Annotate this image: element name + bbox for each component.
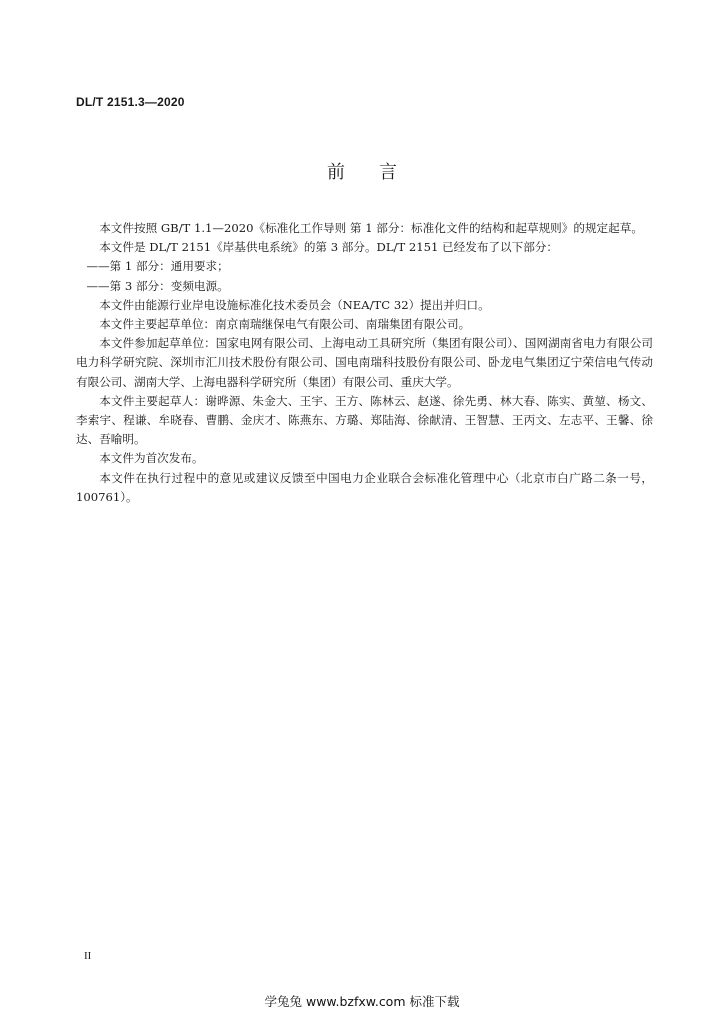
foreword-body — [76, 219, 653, 507]
paragraph-participating-units: 本文件参加起草单位：国家电网有限公司、上海电动工具研究所（集团有限公司）、国网湖南省电力有限公司电力科学研究院、深圳市汇川技术股份有限公司、国电南瑞科技股份有限公司、卧龙电气集团辽宁荣信电气传动有限公司、湖南大学、上海电器科学研究所（集团）有限公司、重庆大学。 — [76, 336, 653, 389]
watermark-text: 学兔兔 www.bzfxw.com 标准下载 — [264, 994, 460, 1009]
paragraph-feedback: 本文件在执行过程中的意见或建议反馈至中国电力企业联合会标准化管理中心（北京市白广路二条一号，100761）。 — [76, 470, 653, 504]
paragraph-drafting-rules: 本文件按照 GB/T 1.1—2020《标准化工作导则 第 1 部分：标准化文件的结构和起草规则》的规定起草。 — [99, 221, 643, 235]
page-number: II — [84, 950, 92, 962]
paragraph-main-drafters-units: 本文件主要起草单位：南京南瑞继保电气有限公司、南瑞集团有限公司。 — [99, 317, 471, 332]
paragraph-main-drafters: 本文件主要起草人：谢晔源、朱金大、王宇、王方、陈林云、赵遂、徐先勇、林大春、陈实、黄堃、杨文、李索宇、程谦、牟晓春、曹鹏、金庆才、陈燕东、方璐、郑陆海、徐献清、王智慧、王丙文、左志平、王馨、徐达、吾喻明。 — [76, 393, 653, 447]
paragraph-proposed-by: 本文件由能源行业岸电设施标准化技术委员会（NEA/TC 32）提出并归口。 — [99, 297, 490, 312]
list-item-part-3: ——第 3 部分：变频电源。 — [86, 278, 229, 293]
paragraph-first-release: 本文件为首次发布。 — [99, 451, 204, 466]
page-title: 前言 — [327, 162, 431, 183]
list-item-part-1: ——第 1 部分：通用要求； — [86, 259, 229, 274]
paragraph-part-info: 本文件是 DL/T 2151《岸基供电系统》的第 3 部分。DL/T 2151 已经发布了以下部分： — [99, 240, 558, 255]
document-code: DL/T 2151.3—2020 — [76, 95, 185, 109]
